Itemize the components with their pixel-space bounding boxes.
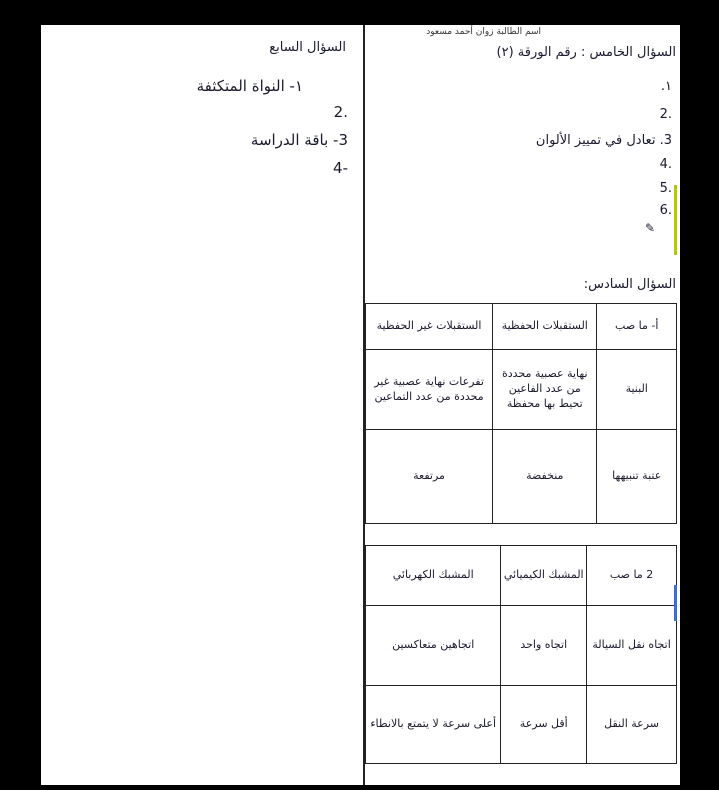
table2-row1-label: اتجاه نقل السيالة	[587, 606, 677, 686]
q5-item-3: 3. تعادل في تمييز الألوان	[535, 133, 672, 148]
q5-item-6: .6	[659, 203, 672, 218]
q5-item-2: .2	[659, 107, 672, 122]
table1-row1-col2: تفرعات نهاية عصبية غير محددة من عدد التماعين	[366, 350, 493, 430]
table1-row1-col1: نهاية عصبية محددة من عدد الفاعين تحيط بها محفظة	[493, 350, 597, 430]
comparison-table-synapses	[365, 545, 677, 764]
table1-row2-col1: منخفضة	[493, 430, 597, 524]
table1-head-criterion: أ- ما صب	[597, 304, 677, 350]
q7-item-2: .2	[333, 103, 348, 121]
student-name-note: اسم الطالبة زوان أحمد مسعود	[426, 27, 541, 37]
q5-item-1: ١.	[660, 79, 672, 94]
question-6-title: السؤال السادس:	[583, 277, 676, 292]
question-5-title: السؤال الخامس : رقم الورقة (٢)	[496, 45, 676, 60]
pen-mark	[674, 585, 677, 621]
comparison-table-receptors	[365, 303, 677, 524]
question-7-title: السؤال السابع	[269, 40, 346, 55]
table1-row1-label: البنية	[597, 350, 677, 430]
table1-row2-col2: مرتفعة	[366, 430, 493, 524]
table2-head-criterion: 2 ما صب	[587, 546, 677, 606]
table2-row1-col2: اتجاهين متعاكسين	[366, 606, 501, 686]
table2-head-col2: المشبك الكهربائي	[366, 546, 501, 606]
table2-row1-col1: اتجاه واحد	[501, 606, 587, 686]
answer-sheet	[41, 25, 680, 785]
q5-item-5: .5	[659, 181, 672, 196]
highlighter-mark	[674, 185, 677, 255]
ink-mark-icon: ✎	[645, 221, 656, 235]
q5-item-4: .4	[659, 157, 672, 172]
table1-head-col1: الستقبلات الحفظية	[493, 304, 597, 350]
table2-row2-label: سرعة النقل	[587, 686, 677, 764]
q7-item-4: -4	[333, 159, 348, 177]
table2-row2-col2: أعلى سرعة لا يتمتع بالانطاء	[366, 686, 501, 764]
q7-item-1: ١- النواة المتكثفة	[196, 77, 303, 95]
table1-head-col2: الستقبلات غير الحفظية	[366, 304, 493, 350]
table1-row2-label: عتبة تنبيهها	[597, 430, 677, 524]
q7-item-3: 3- باقة الدراسة	[250, 131, 348, 149]
table2-row2-col1: أقل سرعة	[501, 686, 587, 764]
table2-head-col1: المشبك الكيميائي	[501, 546, 587, 606]
